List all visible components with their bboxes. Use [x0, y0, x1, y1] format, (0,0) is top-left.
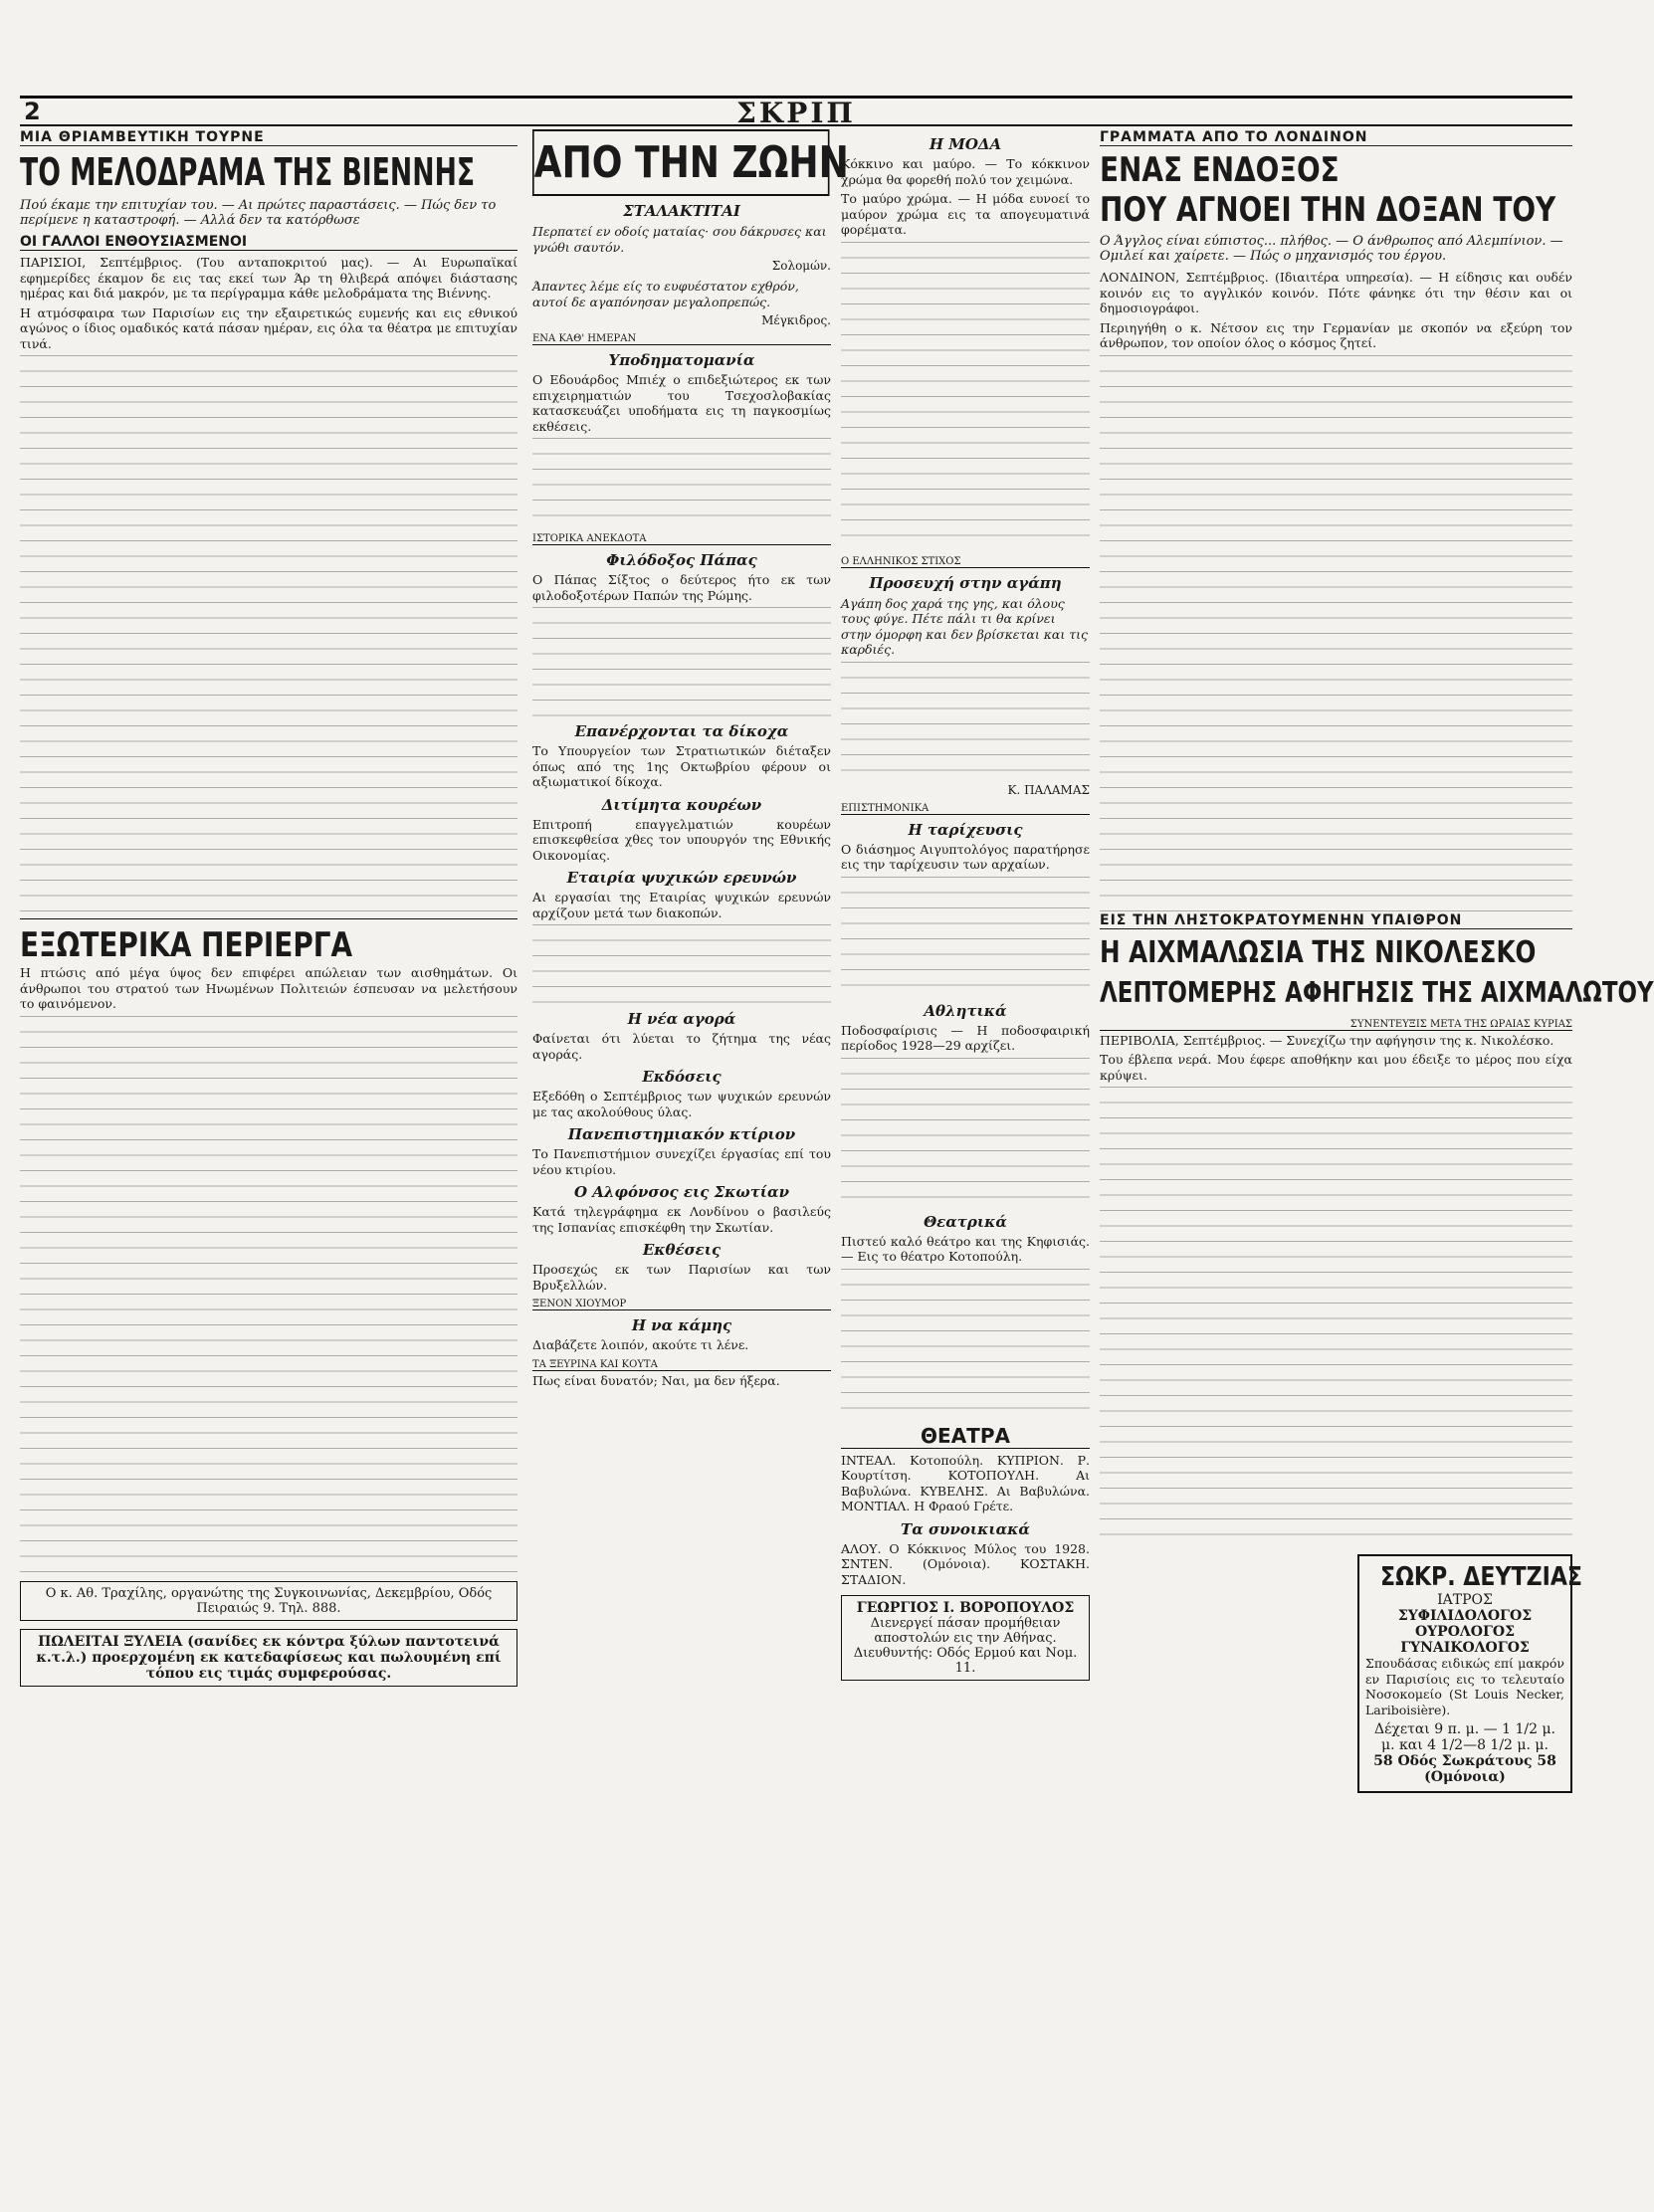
quote-author: Σολομών. — [771, 259, 831, 273]
item-title: Η ταρίχευσις — [908, 820, 1023, 839]
newspaper-title: ΣΚΡΙΠ — [736, 97, 856, 129]
item-text: Ο Εδουάρδος Μπιέχ ο επιδεξιώτερος εκ των επιχειρηματιών του Τσεχοσλοβακίας κατασκευάζει υποδήματα εις τη παγκοσμίως εκθέσεις. — [532, 372, 831, 434]
item-title: Φιλόδοξος Πάπας — [606, 551, 757, 569]
section-fashion: Η ΜΟΔΑ — [929, 135, 1002, 153]
tag-interview: ΣΥΝΕΝΤΕΥΞΙΣ ΜΕΤΑ ΤΗΣ ΩΡΑΙΑΣ ΚΥΡΙΑΣ — [1100, 1019, 1572, 1031]
item-text: Το Υπουργείον των Στρατιωτικών διέταξεν όπως από της 1ης Οκτωβρίου φέρουν οι αξιωματικοί δίκοχα. — [532, 743, 831, 789]
item-text: Φαίνεται ότι λύεται το ζήτημα της νέας αγοράς. — [532, 1031, 831, 1062]
item-text: Προσεχώς εκ των Παρισίων και των Βρυξελλών. — [532, 1262, 831, 1293]
item-text: Ο Πάπας Σίξτος ο δεύτερος ήτο εκ των φιλοδοξοτέρων Παπών της Ρώμης. — [532, 572, 831, 603]
section-label: ΙΣΤΟΡΙΚΑ ΑΝΕΚΔΟΤΑ — [532, 533, 831, 545]
item-text: Ποδοσφαίρισις — Η ποδοσφαιρική περίοδος 1928—29 αρχίζει. — [841, 1022, 1090, 1053]
item-title: Επανέρχονται τα δίκοχα — [574, 722, 789, 740]
item-title: Ο Αλφόνσος εις Σκωτίαν — [573, 1183, 789, 1201]
item-title: Θεατρικά — [924, 1212, 1007, 1231]
masthead — [20, 96, 1572, 129]
section-theatres: ΘΕΑΤΡΑ — [841, 1424, 1090, 1449]
kicker: ΜΙΑ ΘΡΙΑΜΒΕΥΤΙΚΗ ΤΟΥΡΝΕ — [20, 129, 517, 146]
newspaper-page — [20, 18, 1654, 2177]
item-title: Τα συνοικιακά — [901, 1519, 1030, 1538]
article-text: ΠΑΡΙΣΙΟΙ, Σεπτέμβριος. (Του ανταποκριτού μας). — Αι Ευρωπαϊκαί εφημερίδες έκαμον δε εις τας εκεί των Άρ τη θλιβερά απόψει διάστασης ημέρας και διά μακρόν, με τα περίγραμμα κάθε μελοδράματα της Βιέννης. — [20, 255, 517, 301]
article-text: Περιηγήθη ο κ. Νέτσον εις την Γερμανίαν με σκοπόν να εξεύρη τον άνθρωπον, τον οποίον όλος ο κόσμος ζητεί. — [1100, 319, 1572, 350]
kicker: ΓΡΑΜΜΑΤΑ ΑΠΟ ΤΟ ΛΟΝΔΙΝΟΝ — [1100, 129, 1572, 146]
item-text: Κόκκινο και μαύρο. — Το κόκκινον χρώμα θα φορεθή πολύ τον χειμώνα. — [841, 156, 1090, 187]
lead-text: Ο Άγγλος είναι εύπιστος... πλήθος. — Ο άνθρωπος από Αλεμπίνιον. — Ομιλεί και χαίρετε. — Πώς ο μηχανισμός του έργου. — [1100, 234, 1563, 264]
column-1 — [20, 129, 517, 1687]
item-text: ΑΛΟΥ. Ο Κόκκινος Μύλος του 1928. ΣΝΤΕΝ. (Ομόνοια). ΚΟΣΤΑΚΗ. ΣΤΑΔΙΟΝ. — [841, 1540, 1090, 1587]
item-text: Αι εργασίαι της Εταιρίας ψυχικών ερευνών αρχίζουν μετά των διακοπών. — [532, 890, 831, 920]
item-text: Διαβάζετε λοιπόν, ακούτε τι λένε. — [532, 1337, 749, 1352]
headline-famous: ΕΝΑΣ ΕΝΔΟΞΟΣ — [1100, 150, 1340, 190]
article-text: ΛΟΝΔΙΝΟΝ, Σεπτέμβριος. (Ιδιαιτέρα υπηρεσία). — Η είδησις και ουδέν κοινόν εις το αγγλικόν κοινόν. Πότε φάνηκε ότι την θέσιν και οι δημοσιογράφοι. — [1100, 270, 1572, 315]
item-title: Εταιρία ψυχικών ερευνών — [566, 869, 797, 887]
article-text: ΠΕΡΙΒΟΛΙΑ, Σεπτέμβριος. — Συνεχίζω την αφήγησιν της κ. Νικολέσκο. — [1100, 1032, 1554, 1048]
item-text: ΙΝΤΕΑΛ. Κοτοπούλη. ΚΥΠΡΙΟΝ. Ρ. Κουρτίτση. ΚΟΤΟΠΟΥΛΗ. Αι Βαβυλώνα. ΚΥΒΕΛΗΣ. Αι Βαβυλώνα. ΜΟΝΤΙΑΛ. Η Φραού Γρέτε. — [841, 1452, 1090, 1513]
item-text: Κατά τηλεγράφημα εκ Λονδίνου ο βασιλεύς της Ισπανίας επισκέφθη την Σκωτίαν. — [532, 1204, 831, 1235]
item-title: Η να κάμης — [631, 1316, 732, 1334]
ad-box: ΓΕΩΡΓΙΟΣ Ι. ΒΟΡΟΠΟΥΛΟΣ Διενεργεί πάσαν προμήθειαν αποστολών εις την Αθήνας. Διευθυντής: Οδός Ερμού και Νομ. 11. — [841, 1595, 1090, 1681]
column-3 — [841, 129, 1090, 1681]
item-title: Η νέα αγορά — [627, 1010, 736, 1028]
item-title: Εκθέσεις — [642, 1241, 722, 1259]
item-text: Εξεδόθη ο Σεπτέμβριος των ψυχικών ερευνών με τας ακολούθους ύλας. — [532, 1089, 831, 1119]
section-label: ΕΝΑ ΚΑΘ' ΗΜΕΡΑΝ — [532, 333, 831, 345]
item-text: Το μαύρο χρώμα. — Η μόδα ευνοεί το μαύρον χρώμα εις τα απογευματινά φορέματα. — [841, 191, 1090, 237]
headline-curiosities: ΕΞΩΤΕΡΙΚΑ ΠΕΡΙΕΡΓΑ — [20, 925, 353, 965]
poem-text: Αγάπη δος χαρά της γης, και όλους τους φύγε. Πέτε πάλι τι θα κρίνει στην όμορφη και δεν βρίσκεται και τις καρδιές. — [841, 595, 1089, 657]
item-text: Πιστεύ καλό θεάτρο και της Κηφισιάς. — Εις το θέατρο Κοτοπούλη. — [841, 1233, 1090, 1264]
item-title: Υποδηματομανία — [608, 351, 755, 369]
doctor-name: ΣΩΚΡ. ΔΕΥΤΖΙΑΣ — [1380, 1562, 1583, 1592]
quote: Άπαντες λέμε είς το ευφυέστατον εχθρόν, αυτοί δε αγαπόνησαν μεγαλοπρεπώς. — [532, 279, 799, 309]
section-label: ΕΠΙΣΤΗΜΟΝΙΚΑ — [841, 803, 1090, 815]
item-text: Ο διάσημος Αιγυπτολόγος παρατήρησε εις την ταρίχευσιν των αρχαίων. — [841, 841, 1090, 872]
item-title: Εκδόσεις — [642, 1068, 722, 1086]
doctor-ad: ΣΩΚΡ. ΔΕΥΤΖΙΑΣ ΙΑΤΡΟΣ ΣΥΦΙΛΙΔΟΛΟΓΟΣ ΟΥΡΟΛΟΓΟΣ ΓΥΝΑΙΚΟΛΟΓΟΣ Σπουδάσας ειδικώς επί μακρόν εν Παρισίοις εις το τελευταίο Νοσοκομείο (St Louis Necker, Lariboisière). Δέχεται 9 π. μ. — 1 1/2 μ. μ. και 4 1/2—8 1/2 μ. μ. 58 Οδός Σωκράτους 58 (Ομόνοια) — [1357, 1554, 1572, 1793]
item-text: Πως είναι δυνατόν; Ναι, μα δεν ήξερα. — [532, 1372, 780, 1388]
section-label: Ο ΕΛΛΗΝΙΚΟΣ ΣΤΙΧΟΣ — [841, 556, 1090, 568]
item-title: Πανεπιστημιακόν κτίριον — [567, 1125, 796, 1143]
section-label: ΞΕΝΟΝ ΧΙΟΥΜΟΡ — [532, 1299, 831, 1310]
poem-title: Προσευχή στην αγάπη — [869, 573, 1062, 592]
article-text: Η πτώσις από μέγα ύψος δεν επιφέρει απώλειαν των αισθημάτων. Οι άνθρωποι του στρατού των Ηνωμένων Πολιτειών έσπευσαν να μελετήσουν το φαινόμενον. — [20, 965, 517, 1011]
article-text: Του έβλεπα νερά. Μου έφερε αποθήκην και μου έδειξε το μέρος που είχα κρύψει. — [1100, 1052, 1572, 1083]
headline-life: ΑΠΟ ΤΗΝ ΖΩΗΝ — [532, 129, 829, 196]
section-label: ΕΙΣ ΤΗΝ ΛΗΣΤΟΚΡΑΤΟΥΜΕΝΗΝ ΥΠΑΙΘΡΟΝ — [1100, 912, 1572, 929]
quote-author: Μέγκιδρος. — [761, 313, 831, 327]
item-text: Επιτροπή επαγγελματιών κουρέων επισκεφθείσα χθες τον υπουργόν της Εθνικής Οικονομίας. — [532, 816, 831, 863]
item-title: Διτίμητα κουρέων — [601, 795, 762, 814]
headline-captivity: Η ΑΙΧΜΑΛΩΣΙΑ ΤΗΣ ΝΙΚΟΛΕΣΚΟ — [1100, 934, 1537, 970]
item-text: Το Πανεπιστήμιον συνεχίζει έργασίας επί του νέου κτιρίου. — [532, 1146, 831, 1177]
headline-opera: ΤΟ ΜΕΛΟΔΡΑΜΑ ΤΗΣ ΒΙΕΝΝΗΣ — [20, 150, 476, 194]
column-4 — [1100, 129, 1654, 1793]
ad-box: Ο κ. Αθ. Τραχίλης, οργανώτης της Συγκοινωνίας, Δεκεμβρίου, Οδός Πειραιώς 9. Τηλ. 888. — [20, 1581, 517, 1621]
body-text-lines — [20, 1016, 517, 1573]
item-title: Αθλητικά — [924, 1001, 1007, 1020]
ad-box: ΠΩΛΕΙΤΑΙ ΞΥΛΕΙΑ (σανίδες εκ κόντρα ξύλων παντοτεινά κ.τ.λ.) προερχομένη εκ κατεδαφίσεως και πωλουμένη επί τόπου εις τιμάς συμφερούσας. — [20, 1629, 517, 1687]
article-text: Η ατμόσφαιρα των Παρισίων εις την εξαιρετικώς ευμενής και εις εθνικού αγώνος ο ίδιος ομαδικός κατά πάσαν ημέραν, εις όλα τα θέατρα με επιτυχίαν τινά. — [20, 304, 517, 351]
poem-author: Κ. ΠΑΛΑΜΑΣ — [1007, 782, 1090, 797]
section-stalactites: ΣΤΑΛΑΚΤΙΤΑΙ — [623, 202, 740, 220]
headline-famous-2: ΠΟΥ ΑΓΝΟΕΙ ΤΗΝ ΔΟΞΑΝ ΤΟΥ — [1100, 190, 1556, 230]
page-number: 2 — [24, 98, 41, 125]
headline-account: ΛΕΠΤΟΜΕΡΗΣ ΑΦΗΓΗΣΙΣ ΤΗΣ ΑΙΧΜΑΛΩΤΟΥ — [1100, 975, 1654, 1009]
body-text-lines — [20, 355, 517, 912]
column-2 — [532, 129, 849, 1392]
quote: Περπατεί εν οδοίς ματαίας· σου δάκρυσες και γνώθι σαυτόν. — [532, 224, 827, 255]
section-title: ΟΙ ΓΑΛΛΟΙ ΕΝΘΟΥΣΙΑΣΜΕΝΟΙ — [20, 234, 517, 251]
lead-text: Πού έκαμε την επιτυχίαν του. — Αι πρώτες παραστάσεις. — Πώς δεν το περίμενε η καταστροφή. — Αλλά δεν τα κατόρθωσε — [20, 198, 497, 228]
section-label: ΤΑ ΞΕΥΡΙΝΑ ΚΑΙ ΚΟΥΤΑ — [532, 1359, 831, 1371]
